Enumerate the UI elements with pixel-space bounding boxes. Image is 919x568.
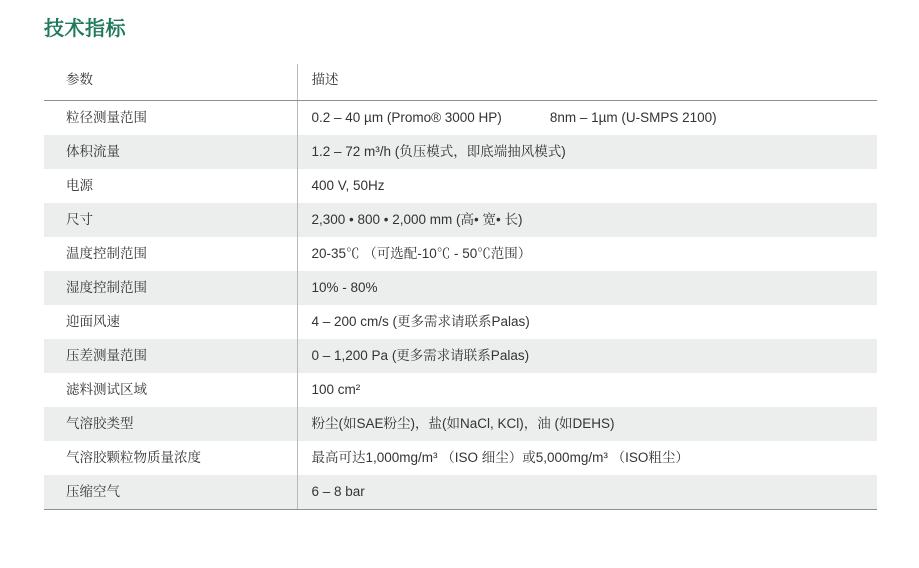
cell-parameter: 压差测量范围 (44, 339, 297, 373)
cell-parameter: 压缩空气 (44, 475, 297, 510)
cell-description: 粉尘(如SAE粉尘)，盐(如NaCl, KCl)，油 (如DEHS) (297, 407, 877, 441)
cell-parameter: 气溶胶颗粒物质量浓度 (66, 449, 201, 465)
cell-parameter: 迎面风速 (66, 313, 120, 329)
cell-description: 1.2 – 72 m³/h (负压模式，即底端抽风模式) (297, 135, 877, 169)
table-row (44, 101, 877, 136)
technical-specifications-table (44, 64, 877, 510)
table-row (44, 271, 877, 305)
table-row (44, 475, 877, 510)
table-row (44, 339, 877, 373)
cell-parameter: 粒径测量范围 (66, 109, 147, 125)
table-row (44, 169, 877, 203)
cell-parameter: 温度控制范围 (66, 245, 147, 261)
cell-description: 2,300 • 800 • 2,000 mm (高• 宽• 长) (297, 203, 877, 237)
column-header-description: 描述 (297, 64, 877, 101)
table-row (44, 305, 877, 339)
table-body (44, 101, 877, 510)
cell-description-primary: 0.2 – 40 µm (Promo® 3000 HP) (311, 109, 502, 125)
cell-parameter: 滤料测试区域 (66, 381, 147, 397)
table-row (44, 237, 877, 271)
table-header (44, 64, 877, 101)
cell-description: 10% - 80% (297, 271, 877, 305)
cell-parameter: 电源 (66, 177, 93, 193)
table-row (44, 135, 877, 169)
table-row (44, 407, 877, 441)
table-row (44, 203, 877, 237)
cell-parameter: 气溶胶类型 (44, 407, 297, 441)
cell-description: 最高可达1,000mg/m³ （ISO 细尘）或5,000mg/m³ （ISO粗尘） (297, 441, 877, 475)
cell-parameter: 体积流量 (44, 135, 297, 169)
cell-description: 0 – 1,200 Pa (更多需求请联系Palas) (297, 339, 877, 373)
cell-parameter: 湿度控制范围 (44, 271, 297, 305)
table-row (44, 441, 877, 475)
table-row (44, 373, 877, 407)
cell-description (297, 101, 877, 136)
table-header-row (44, 64, 877, 101)
page-title: 技术指标 (44, 18, 126, 40)
cell-description: 400 V, 50Hz (297, 169, 877, 203)
cell-description: 6 – 8 bar (297, 475, 877, 510)
column-header-parameter: 参数 (44, 64, 297, 101)
cell-description-secondary: 8nm – 1µm (U-SMPS 2100) (549, 109, 717, 125)
cell-description: 20-35℃ （可选配-10℃ - 50℃范围） (297, 237, 877, 271)
cell-parameter: 尺寸 (44, 203, 297, 237)
cell-description: 100 cm² (297, 373, 877, 407)
cell-description: 4 – 200 cm/s (更多需求请联系Palas) (297, 305, 877, 339)
